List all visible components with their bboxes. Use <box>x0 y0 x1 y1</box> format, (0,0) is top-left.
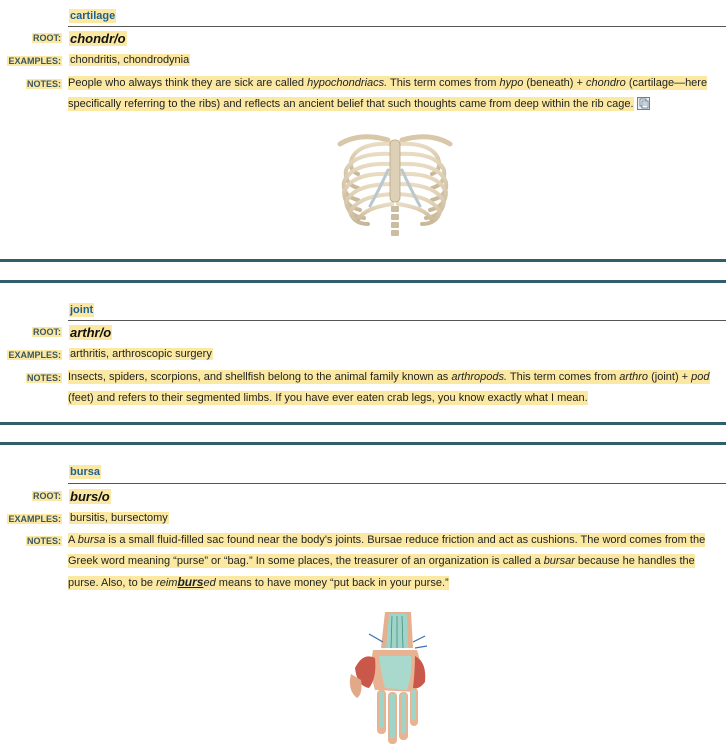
section-divider <box>0 259 726 262</box>
term-underline <box>68 320 726 321</box>
term-title: cartilage <box>70 10 116 22</box>
rib-cage-illustration <box>330 130 460 242</box>
root-value: arthr/o <box>70 325 112 340</box>
examples-label: EXAMPLES: <box>8 56 61 66</box>
root-label: ROOT: <box>33 491 61 501</box>
examples-label: EXAMPLES: <box>8 514 61 524</box>
notes-text: A bursa is a small fluid-filled sac found near the body's joints. Bursae reduce friction and act as cushions. The word comes from the Greek word meaning “purse” or “bag.” In some places, the treasurer of an organization is called a bursar because he handles the purse. Also, to be reimbursed means to have money “put back in your purse.” <box>68 534 706 589</box>
examples-value: bursitis, bursectomy <box>70 512 168 524</box>
section-divider <box>0 422 726 425</box>
notes-label: NOTES: <box>26 373 61 383</box>
section-divider <box>0 442 726 445</box>
examples-value: arthritis, arthroscopic surgery <box>70 348 212 360</box>
term-underline <box>68 483 726 484</box>
notes-label: NOTES: <box>26 79 61 89</box>
term-title: bursa <box>70 466 100 478</box>
hand-bursa-illustration <box>345 612 440 746</box>
term-title: joint <box>70 304 94 316</box>
section-divider <box>0 280 726 283</box>
root-label: ROOT: <box>33 327 61 337</box>
notes-label: NOTES: <box>26 536 61 546</box>
root-value: burs/o <box>70 489 110 504</box>
root-label: ROOT: <box>33 33 61 43</box>
term-underline <box>68 26 726 27</box>
examples-label: EXAMPLES: <box>8 350 61 360</box>
notes-text: People who always think they are sick are called hypochondriacs. This term comes from hypo (beneath) + chondro (cartilage—here specifically referring to the ribs) and reflects an ancient belief that such thoughts came from deep within the rib cage. <box>68 77 708 110</box>
root-value: chondr/o <box>70 31 126 46</box>
examples-value: chondritis, chondrodynia <box>70 54 190 66</box>
copy-icon[interactable] <box>637 97 650 110</box>
notes-text: Insects, spiders, scorpions, and shellfish belong to the animal family known as arthropods. This term comes from arthro (joint) + pod (feet) and refers to their segmented limbs. If you have ever eaten crab legs, you know exactly what I mean. <box>68 371 710 404</box>
